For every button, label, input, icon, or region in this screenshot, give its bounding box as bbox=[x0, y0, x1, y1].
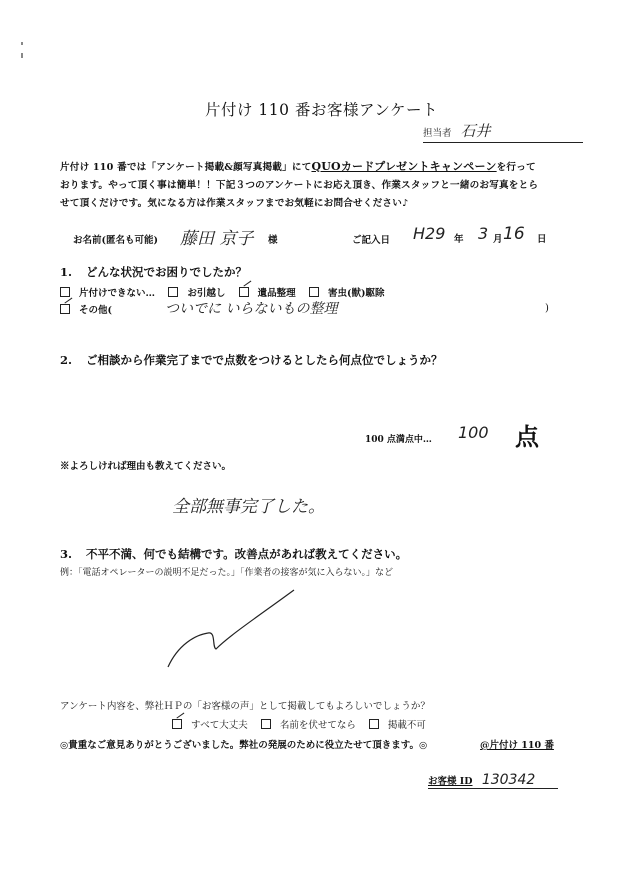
option-no-publish[interactable]: 掲載不可 bbox=[369, 720, 426, 731]
intro-line1-post: を行って bbox=[496, 162, 536, 173]
q3-answer-stroke[interactable] bbox=[160, 585, 300, 670]
question-number: 1. bbox=[60, 265, 73, 279]
scan-speck bbox=[21, 42, 23, 45]
intro-line3: せて頂くだけです。気になる方は作業スタッフまでお気軽にお問合せください♪ bbox=[60, 198, 409, 209]
option-hide-name[interactable]: 名前を伏せてなら bbox=[261, 720, 356, 731]
thanks-message: ◎貴重なご意見ありがとうございました。弊社の発展のために役立たせて頂きます。◎ bbox=[60, 740, 428, 751]
checkbox-icon[interactable] bbox=[309, 287, 319, 297]
staff-label: 担当者 bbox=[423, 128, 452, 139]
option-cannot-tidy[interactable]: 片付けできない… bbox=[60, 288, 155, 299]
hp-consent-options bbox=[172, 717, 436, 731]
question-text: 不平不満、何でも結構です。改善点があれば教えてください。 bbox=[86, 547, 408, 561]
staff-field bbox=[423, 120, 583, 143]
reason-value[interactable]: 全部無事完了した。 bbox=[172, 497, 325, 517]
customer-id-label: お客様 ID bbox=[428, 776, 473, 787]
checkbox-icon[interactable] bbox=[168, 287, 178, 297]
intro-text bbox=[60, 158, 538, 213]
score-unit: 点 bbox=[515, 423, 539, 451]
scan-speck bbox=[21, 53, 23, 58]
hp-consent-question: アンケート内容を、弊社ＨＰの「お客様の声」として掲載してもよろしいでしょうか？ bbox=[60, 701, 430, 712]
date-label: ご記入日 bbox=[352, 235, 391, 246]
question-number: 3. bbox=[60, 547, 73, 561]
date-day-value[interactable]: 16 bbox=[503, 224, 525, 244]
other-value[interactable]: ついでに いらないもの整理 bbox=[165, 301, 338, 317]
q1-options bbox=[60, 285, 394, 299]
question-text: どんな状況でお困りでしたか？ bbox=[86, 265, 247, 279]
option-other[interactable]: その他( bbox=[60, 302, 112, 316]
date-month-value[interactable]: 3 bbox=[478, 224, 489, 243]
question-3 bbox=[60, 546, 407, 562]
customer-id-field bbox=[428, 772, 558, 789]
name-label: お名前(匿名も可能) bbox=[73, 235, 158, 246]
question-number: 2. bbox=[60, 353, 73, 367]
name-value[interactable]: 藤田 京子 bbox=[180, 229, 254, 249]
checkbox-checked-icon[interactable] bbox=[239, 287, 249, 297]
name-suffix: 様 bbox=[268, 235, 278, 246]
checkbox-icon[interactable] bbox=[261, 719, 271, 729]
reason-label: ※よろしければ理由も教えてください。 bbox=[60, 461, 232, 472]
date-year-unit: 年 bbox=[454, 234, 464, 245]
option-all-ok[interactable]: すべて大丈夫 bbox=[172, 720, 248, 731]
question-1 bbox=[60, 264, 247, 280]
score-label: 100 点満点中… bbox=[365, 435, 432, 445]
page-title: 片付け 110 番お客様アンケート bbox=[205, 101, 439, 119]
checkbox-checked-icon[interactable] bbox=[60, 304, 70, 314]
intro-line1-pre: 片付け 110 番では「アンケート掲載&顔写真掲載」にて bbox=[60, 162, 312, 173]
date-month-unit: 月 bbox=[493, 234, 503, 245]
intro-line2: おります。やって頂く事は簡単！！下記３つのアンケートにお応え頂き、作業スタッフと一緒のお写真をとら bbox=[60, 180, 539, 191]
q3-example: 例：「電話オペレーターの説明不足だった。」「作業者の接客が気に入らない。」など bbox=[60, 568, 394, 578]
checkbox-icon[interactable] bbox=[369, 719, 379, 729]
option-pest-control[interactable]: 害虫(獣)駆除 bbox=[309, 288, 385, 299]
customer-id-value[interactable]: 130342 bbox=[481, 772, 536, 788]
date-year-value[interactable]: H29 bbox=[413, 224, 446, 243]
option-moving[interactable]: お引越し bbox=[168, 288, 225, 299]
other-close-paren: ) bbox=[545, 303, 549, 314]
campaign-name: QUOカードプレゼントキャンペーン bbox=[311, 160, 497, 173]
checkbox-icon[interactable] bbox=[60, 287, 70, 297]
date-day-unit: 日 bbox=[537, 234, 547, 245]
staff-name: 石井 bbox=[460, 122, 491, 140]
checkbox-checked-icon[interactable] bbox=[172, 719, 182, 729]
brand-name: @片付け 110 番 bbox=[480, 740, 554, 751]
option-estate-clearing[interactable]: 遺品整理 bbox=[239, 288, 296, 299]
question-2 bbox=[60, 352, 443, 368]
question-text: ご相談から作業完了までで点数をつけるとしたら何点位でしょうか？ bbox=[86, 353, 443, 367]
score-value[interactable]: 100 bbox=[458, 423, 489, 442]
